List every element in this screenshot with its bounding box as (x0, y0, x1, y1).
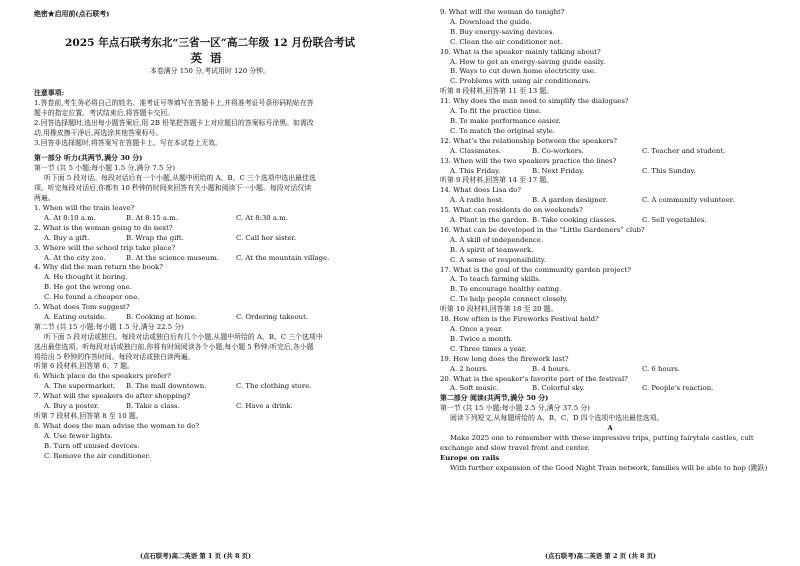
option-b: B. The mall downtown. (126, 382, 207, 391)
option-c: C. A sense of responsibility. (450, 255, 546, 264)
option-b: B. Twice a month. (450, 334, 513, 343)
option-a: A. He thought it boring. (44, 273, 128, 282)
question-stem: 4. Why did the man return the book? (34, 263, 163, 272)
option-c: C. Three times a year. (450, 344, 527, 353)
option-c: C. Ordering takeout. (236, 312, 309, 321)
notice-line: 题卡的指定位置。考试结束后,将答题卡交回。 (34, 108, 175, 117)
question-stem: 16. What can be developed in the “Little Gardeners” club? (440, 225, 645, 234)
option-a: A. Buy a gift. (44, 233, 90, 242)
section1-instr: 项。听完每段对话后,你都有 10 秒钟的时间来回答有关小题和阅读下一小题。每段对话仅读 (34, 184, 312, 193)
option-c: C. Have a drink. (236, 402, 293, 411)
option-b: B. Cooking at home. (126, 312, 197, 321)
option-a: A. To fit the practice time. (450, 107, 542, 116)
option-b: B. A garden designer. (532, 196, 608, 205)
option-c: C. Teacher and student. (642, 146, 726, 155)
option-b: B. Co-workers. (532, 146, 584, 155)
notice-line: 1.答卷前,考生务必将自己的姓名、准考证号等填写在答题卡上,并将准考证号条形码粘贴在答 (34, 98, 314, 107)
option-row (440, 147, 780, 157)
option-b: B. He got the wrong one. (44, 283, 132, 292)
option-b: B. Ways to cut down home electricity use. (450, 67, 597, 76)
question-stem: 20. What is the speaker's favorite part of the festival? (440, 374, 628, 383)
option-row (34, 313, 386, 323)
passage-paragraph: With further expansion of the Good Night Train network, families will be able to hop (跳跃) (450, 463, 768, 472)
passage-paragraph: Make 2025 one to remember with these impressive trips, putting fairytale castles, cult (450, 433, 754, 442)
option-row (34, 254, 386, 264)
page-footer: (点石联考)高二英语 第 1 页 (共 8 页) (140, 552, 252, 560)
section2-instr: 将给出 5 秒钟的作答时间。每段对话或独白读两遍。 (34, 352, 195, 361)
option-c: C. Problems with using air conditioners. (450, 77, 591, 86)
question-stem: 17. What is the goal of the community garden project? (440, 265, 631, 274)
question-stem: 7. What will the speakers do after shopping? (34, 392, 191, 401)
option-a: A. This Friday. (450, 166, 501, 175)
section2-instr: 选出最佳选项。听每段对话或独白前,你将有时间阅读各个小题,每小题 5 秒钟;听完后,各小题 (34, 342, 314, 351)
notice-title: 注意事项: (34, 89, 65, 97)
question-stem: 5. What does Tom suggest? (34, 303, 130, 312)
question-stem: 14. What does Lisa do? (440, 186, 521, 195)
question-stem: 15. What can residents do on weekends? (440, 206, 583, 215)
option-c: C. People's reaction. (642, 384, 714, 393)
option-b: B. 4 hours. (532, 364, 571, 373)
option-row (34, 382, 386, 392)
question-stem: 3. Where will the school trip take place? (34, 243, 176, 252)
question-stem: 13. When will the two speakers practice the lines? (440, 156, 617, 165)
option-c: C. To match the original style. (450, 126, 556, 135)
option-b: B. To make performance easier. (450, 116, 561, 125)
question-stem: 8. What does the man advise the woman to do? (34, 421, 200, 430)
question-stem: 6. Which place do the speakers prefer? (34, 372, 171, 381)
listen-instruction: 听第 10 段材料,回答第 18 至 20 题。 (440, 305, 558, 314)
question-stem: 2. What is the woman going to do next? (34, 223, 173, 232)
option-a: A. A radio host. (450, 196, 504, 205)
option-c: C. He found a cheaper one. (44, 293, 140, 302)
reading-instruction: 阅读下列短文,从每题所给的 A、B、C、D 四个选项中选出最佳选项。 (450, 414, 664, 423)
option-b: B. Take a class. (126, 402, 180, 411)
listen-instruction: 听第 9 段材料,回答第 14 至 17 题。 (440, 176, 554, 185)
option-row (34, 402, 386, 412)
left-questions (34, 204, 386, 323)
question-stem: 9. What will the woman do tonight? (440, 8, 565, 16)
option-c: C. Clean the air conditioner net. (450, 37, 563, 46)
option-c: C. Call her sister. (236, 233, 297, 242)
option-row (440, 167, 780, 177)
option-a: A. A skill of independence. (450, 235, 544, 244)
section1-instr: 两遍。 (34, 194, 55, 203)
option-a: A. Soft music. (450, 384, 499, 393)
option-c: C. 6 hours. (642, 364, 681, 373)
section1-instr: 听下面 5 段对话。每段对话后有一个小题,从题中所给的 A、B、C 三个选项中选出最佳选 (44, 174, 316, 183)
option-b: B. At 8:15 a.m. (126, 213, 178, 222)
reading-section1-title: 第一节 (共 15 小题;每小题 2.5 分,满分 37.5 分) (440, 404, 590, 413)
passage-letter: A (607, 424, 613, 433)
section1-title: 第一节 (共 5 小题;每小题 1.5 分,满分 7.5 分) (34, 164, 176, 173)
question-stem: 12. What's the relationship between the speakers? (440, 136, 617, 145)
passage-paragraph: exchange and slow travel front and center. (440, 443, 590, 452)
part1-title: 第一部分 听力(共两节,满分 30 分) (34, 154, 143, 163)
option-b: B. At the science museum. (126, 253, 219, 262)
option-b: B. To encourage healthy eating. (450, 285, 562, 294)
option-c: C. A community volunteer. (642, 196, 735, 205)
option-a: A. Plant in the garden. (450, 216, 529, 225)
option-b: B. A spirit of teamwork. (450, 245, 534, 254)
page-2 (400, 0, 800, 566)
notice-line: 2.回答选择题时,选出每小题答案后,用 2B 铅笔把答题卡上对应题目的答案标号涂黑。如需改 (34, 118, 314, 127)
option-a: A. Use fewer lights. (44, 431, 113, 440)
question-stem: 10. What is the speaker mainly talking about? (440, 47, 601, 56)
option-a: A. Download the guide. (450, 17, 532, 26)
option-a: A. At 8:10 a.m. (44, 213, 96, 222)
option-c: C. This Sunday. (642, 166, 696, 175)
question-stem: 18. How often is the Fireworks Festival held? (440, 315, 599, 324)
section2-instr: 听下面 5 段对话或独白。每段对话或独白后有几个小题,从题中所给的 A、B、C 三个选项中 (44, 332, 323, 341)
option-b: B. Next Friday. (532, 166, 585, 175)
option-b: B. Take cooking classes. (532, 216, 617, 225)
option-c: C. Sell vegetables. (642, 216, 707, 225)
subject-title: 英语 (190, 51, 230, 65)
notice-line: 动,用橡皮擦干净后,再选涂其他答案标号。 (34, 128, 163, 137)
option-a: A. Eating outside. (44, 312, 107, 321)
part2-title: 第二部分 阅读(共两节,满分 50 分) (440, 394, 549, 403)
question-stem: 11. Why does the man need to simplify the dialogues? (440, 97, 629, 106)
option-b: B. Wrap the gift. (126, 233, 184, 242)
option-a: A. Classmates. (450, 146, 502, 155)
option-row (440, 196, 780, 206)
option-a: A. 2 hours. (450, 364, 488, 373)
exam-meta: 本卷满分 150 分,考试用时 120 分钟。 (150, 67, 270, 75)
option-a: A. Once a year. (450, 325, 503, 333)
option-row (34, 234, 386, 244)
option-c: C. At 8:30 a.m. (236, 213, 288, 222)
section2-title: 第二节 (共 15 小题;每小题 1.5 分,满分 22.5 分) (34, 322, 184, 331)
option-a: A. The supermarket. (44, 382, 116, 391)
question-stem: 19. How long does the firework last? (440, 354, 569, 363)
option-c: C. Remove the air conditioner. (44, 451, 151, 460)
option-b: B. Colorful sky. (532, 384, 585, 393)
listen-instruction: 听第 8 段材料,回答第 11 至 13 题。 (440, 87, 554, 96)
left-questions-2 (34, 372, 386, 461)
option-row (440, 384, 780, 394)
option-c: C. To help people connect closely. (450, 295, 568, 304)
option-c: C. At the mountain village. (236, 253, 330, 262)
option-a: A. At the city zoo. (44, 253, 106, 262)
right-questions (440, 8, 780, 394)
option-row (34, 214, 386, 224)
question-stem: 1. When will the train leave? (34, 203, 135, 212)
option-row (440, 365, 780, 375)
secret-label: 绝密★启用前(点石联考) (34, 10, 110, 18)
page-footer: (点石联考)高二英语 第 2 页 (共 8 页) (545, 552, 657, 560)
option-b: B. Buy energy-saving devices. (450, 27, 555, 36)
option-b: B. Turn off unused devices. (44, 441, 140, 450)
notice-line: 3.回答非选择题时,将答案写在答题卡上。写在本试卷上无效。 (34, 138, 222, 147)
option-c: C. The clothing store. (236, 382, 312, 391)
listen-instruction: 听第 7 段材料,回答第 8 至 10 题。 (34, 412, 143, 420)
option-a: A. To teach farming skills. (450, 275, 541, 284)
passage-heading: Europe on rails (440, 453, 500, 462)
option-a: A. Buy a poster. (44, 402, 99, 411)
option-a: A. How to get an energy-saving guide easily. (450, 57, 606, 66)
exam-title: 2025 年点石联考东北“三省一区”高二年级 12 月份联合考试 (65, 37, 355, 49)
listen-instruction: 听第 6 段材料,回答第 6、7 题。 (34, 362, 134, 371)
option-row (440, 216, 780, 226)
